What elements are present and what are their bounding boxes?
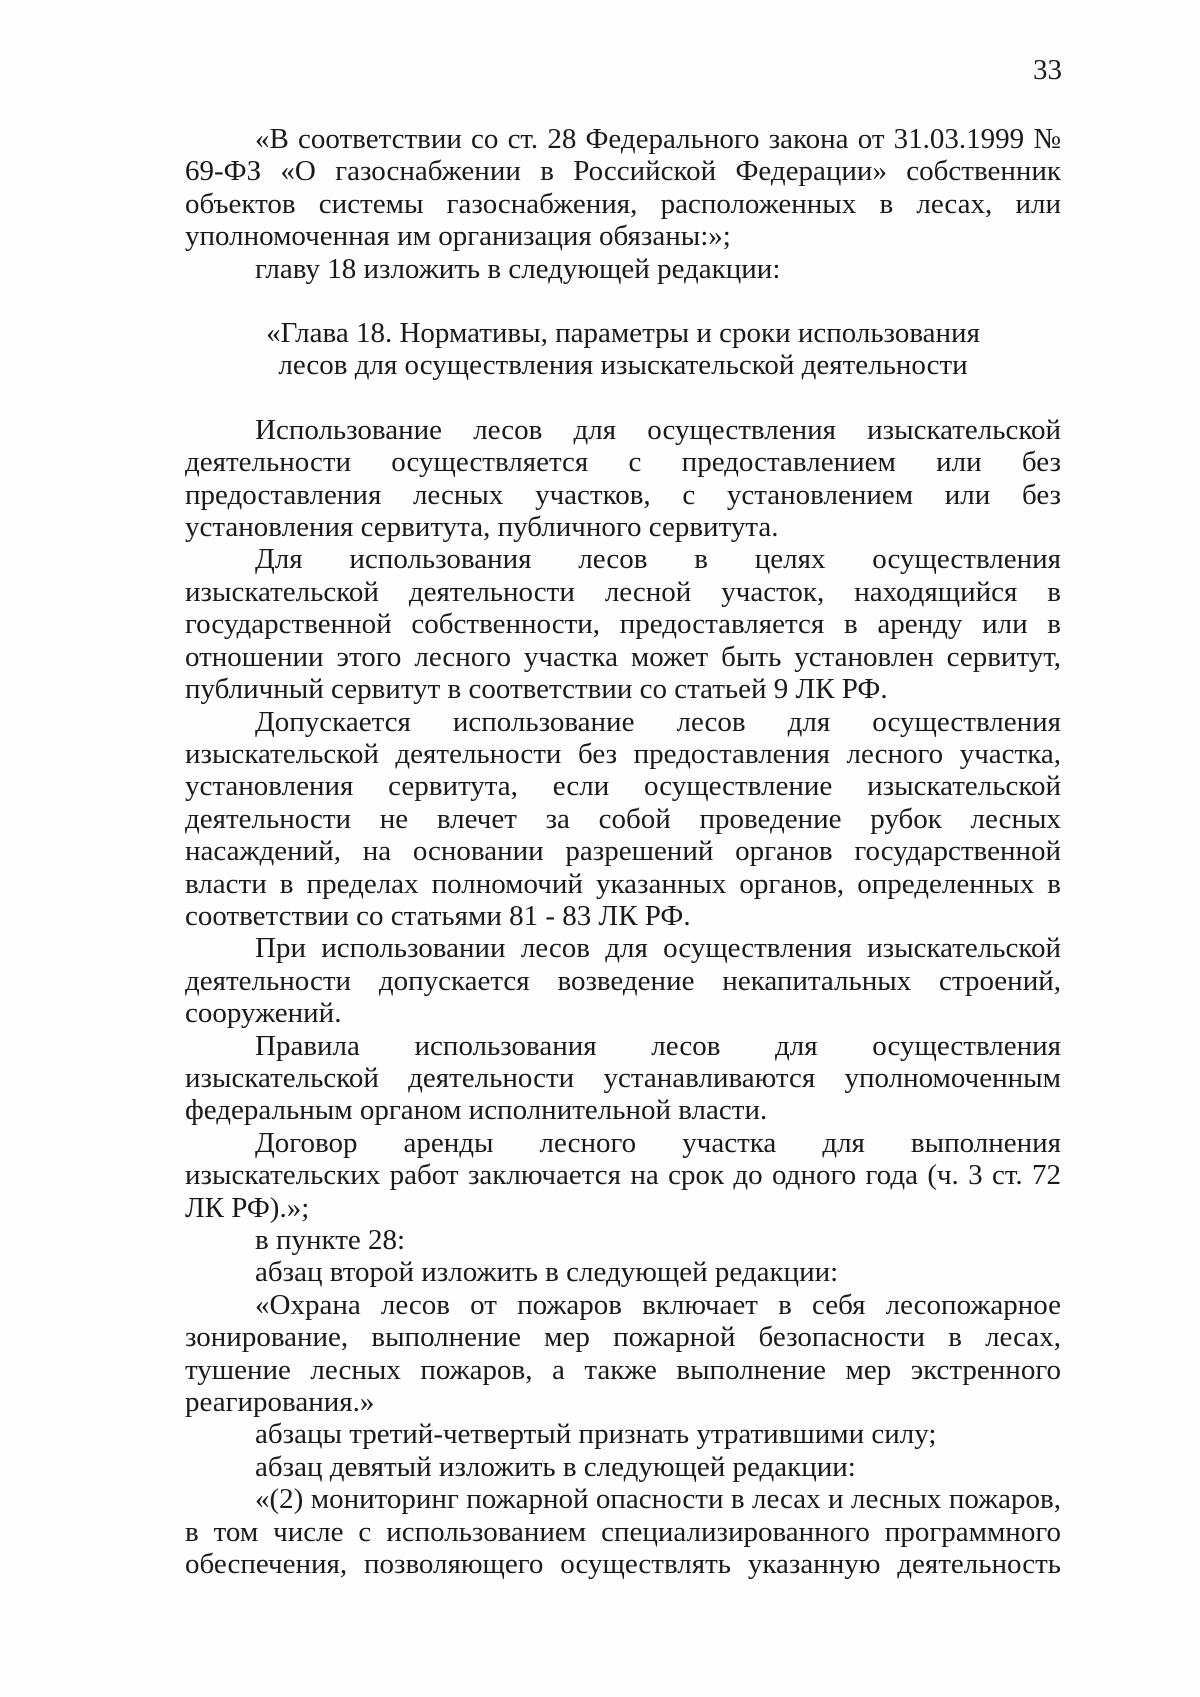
paragraph: Договор аренды лесного участка для выполнения изыскательских работ заключается на срок до одного года (ч. 3 ст. 72 ЛК РФ).»; — [185, 1126, 1061, 1224]
paragraph: «(2) мониторинг пожарной опасности в лесах и лесных пожаров, в том числе с использованием специализированного программного обеспечения, позволяющего осуществлять указанную деятельность — [185, 1483, 1061, 1581]
paragraph: При использовании лесов для осуществления изыскательской деятельности допускается возведение некапитальных строений, сооружений. — [185, 932, 1061, 1030]
document-body — [185, 123, 1061, 1580]
paragraph: абзац девятый изложить в следующей редакции: — [255, 1450, 856, 1483]
paragraph: в пункте 28: — [255, 1224, 406, 1256]
paragraph: главу 18 изложить в следующей редакции: — [255, 252, 781, 285]
chapter-heading-line: лесов для осуществления изыскательской деятельности — [278, 349, 968, 382]
page-number: 33 — [1033, 54, 1062, 86]
paragraph: абзац второй изложить в следующей редакции: — [255, 1256, 839, 1289]
paragraph: Правила использования лесов для осуществления изыскательской деятельности устанавливаются уполномоченным федеральным органом исполнительной власти. — [185, 1029, 1061, 1127]
chapter-heading — [185, 317, 1061, 382]
paragraph: Допускается использование лесов для осуществления изыскательской деятельности без предоставления лесного участка, установления сервитута, если осуществление изыскательской деятельности не влечет за собой проведение рубок лесных насаждений, на основании разрешений органов государственной власти в пределах полномочий указанных органов, определенных в соответствии со статьями 81 - 83 ЛК РФ. — [185, 705, 1061, 932]
paragraph: Использование лесов для осуществления изыскательской деятельности осуществляется с предоставлением или без предоставления лесных участков, с установлением или без установления сервитута, публичного сервитута. — [185, 413, 1061, 544]
paragraph: Для использования лесов в целях осуществления изыскательской деятельности лесной участок, находящийся в государственной собственности, предоставляется в аренду или в отношении этого лесного участка может быть установлен сервитут, публичный сервитут в соответствии со статьей 9 ЛК РФ. — [185, 543, 1061, 706]
chapter-heading-line: «Глава 18. Нормативы, параметры и сроки использования — [266, 317, 980, 350]
paragraph: «В соответствии со ст. 28 Федерального закона от 31.03.1999 № 69-ФЗ «О газоснабжении в Российской Федерации» собственник объектов системы газоснабжения, расположенных в лесах, или уполномоченная им организация обязаны:»; — [185, 123, 1061, 253]
paragraph: абзацы третий-четвертый признать утратившими силу; — [255, 1418, 937, 1451]
paragraph: «Охрана лесов от пожаров включает в себя лесопожарное зонирование, выполнение мер пожарной безопасности в лесах, тушение лесных пожаров, а также выполнение мер экстренного реагирования.» — [185, 1288, 1061, 1419]
